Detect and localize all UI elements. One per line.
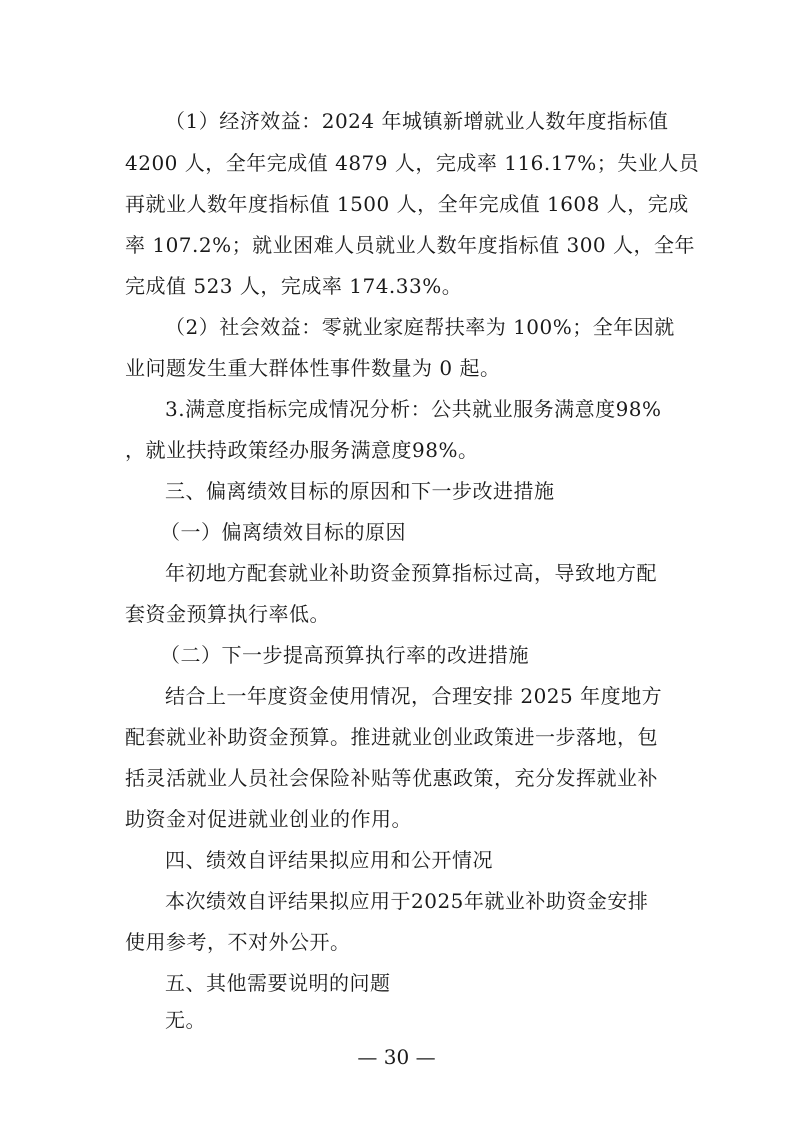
improvement-line-1: 结合上一年度资金使用情况，合理安排 2025 年度地方 [165, 684, 663, 708]
subheading-deviation-causes: （一）偏离绩效目标的原因 [160, 520, 406, 544]
economic-benefit-line-4: 率 107.2%；就业困难人员就业人数年度指标值 300 人，全年 [125, 233, 696, 257]
deviation-cause-line-1: 年初地方配套就业补助资金预算指标过高，导致地方配 [165, 561, 657, 585]
deviation-cause-line-2: 套资金预算执行率低。 [125, 602, 330, 626]
section-heading-other-issues: 五、其他需要说明的问题 [165, 971, 391, 995]
other-issues-text: 无。 [165, 1008, 206, 1032]
section-heading-deviation-causes: 三、偏离绩效目标的原因和下一步改进措施 [165, 479, 555, 503]
application-line-1: 本次绩效自评结果拟应用于2025年就业补助资金安排 [165, 889, 649, 913]
economic-benefit-line-1: （1）经济效益：2024 年城镇新增就业人数年度指标值 [165, 109, 669, 133]
improvement-line-2: 配套就业补助资金预算。推进就业创业政策进一步落地，包 [125, 725, 658, 749]
economic-benefit-line-2: 4200 人，全年完成值 4879 人，完成率 116.17%；失业人员 [125, 151, 700, 175]
application-line-2: 使用参考，不对外公开。 [125, 930, 351, 954]
subheading-improvement-measures: （二）下一步提高预算执行率的改进措施 [160, 643, 529, 667]
satisfaction-analysis-line-2: ，就业扶持政策经办服务满意度98%。 [125, 438, 479, 462]
improvement-line-4: 助资金对促进就业创业的作用。 [125, 807, 412, 831]
improvement-line-3: 括灵活就业人员社会保险补贴等优惠政策，充分发挥就业补 [125, 766, 658, 790]
social-benefit-line-2: 业问题发生重大群体性事件数量为 0 起。 [125, 356, 501, 380]
section-heading-application: 四、绩效自评结果拟应用和公开情况 [165, 848, 493, 872]
page-number: — 30 — [357, 1045, 436, 1069]
economic-benefit-line-3: 再就业人数年度指标值 1500 人，全年完成值 1608 人，完成 [125, 192, 689, 216]
satisfaction-analysis-line-1: 3.满意度指标完成情况分析：公共就业服务满意度98% [165, 397, 662, 421]
social-benefit-line-1: （2）社会效益：零就业家庭帮扶率为 100%；全年因就 [165, 315, 675, 339]
economic-benefit-line-5: 完成值 523 人，完成率 174.33%。 [125, 274, 463, 298]
